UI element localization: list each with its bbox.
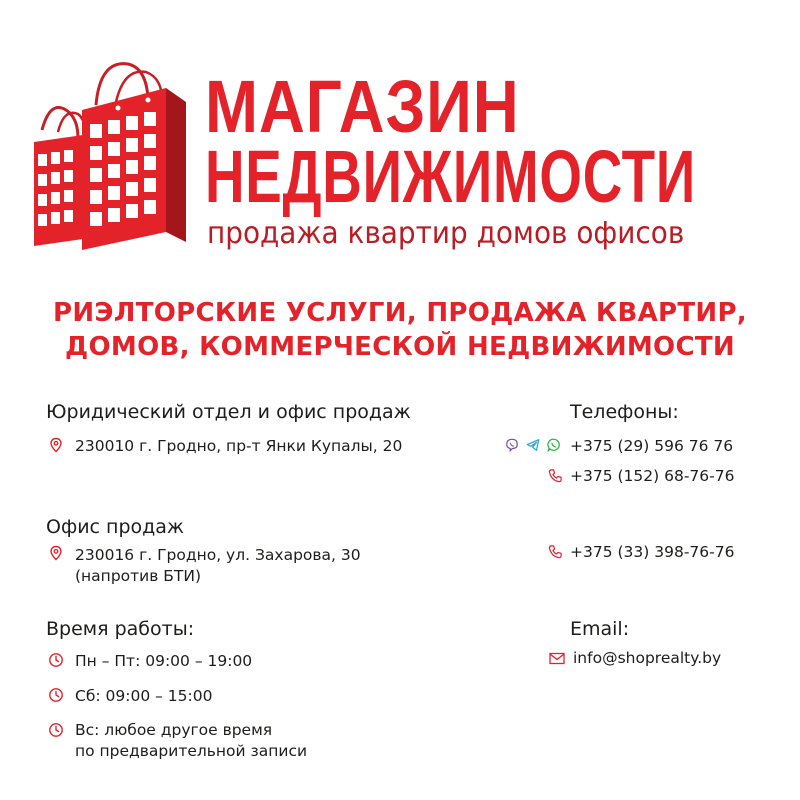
hours-heading: Время работы:	[46, 618, 195, 640]
map-pin-icon	[48, 437, 64, 453]
email-heading: Email:	[570, 618, 630, 640]
phones-heading: Телефоны:	[570, 401, 679, 423]
mail-icon	[549, 652, 565, 665]
sales-office-heading: Офис продаж	[46, 516, 185, 538]
phone-second-mobile[interactable]: +375 (33) 398-76-76	[570, 543, 735, 561]
clock-icon	[48, 722, 64, 738]
clock-icon	[48, 652, 64, 668]
phone-mobile[interactable]: +375 (29) 596 76 76	[570, 437, 734, 455]
shopping-bags-logo	[28, 50, 198, 250]
brand-name-line2: НЕДВИЖИМОСТИ	[205, 135, 696, 218]
sales-office-address-line2: (напротив БТИ)	[75, 567, 202, 585]
phone-icon	[548, 468, 563, 483]
email-address-link[interactable]: info@shoprealty.by	[573, 649, 722, 667]
whatsapp-icon[interactable]	[547, 438, 561, 452]
sales-office-address-line1: 230016 г. Гродно, ул. Захарова, 30	[75, 546, 361, 564]
hours-sunday-line1: Вс: любое другое время	[75, 721, 273, 739]
hours-sunday-line2: по предварительной записи	[75, 742, 308, 760]
viber-icon[interactable]	[505, 438, 519, 452]
brand-tagline: продажа квартир домов офисов	[207, 216, 685, 251]
clock-icon	[48, 687, 64, 703]
services-headline	[0, 296, 800, 364]
phone-landline[interactable]: +375 (152) 68-76-76	[570, 467, 735, 485]
legal-office-address: 230010 г. Гродно, пр-т Янки Купалы, 20	[75, 437, 403, 455]
headline-line2: ДОМОВ, КОММЕРЧЕСКОЙ НЕДВИЖИМОСТИ	[65, 332, 735, 362]
legal-office-heading: Юридический отдел и офис продаж	[46, 401, 411, 423]
map-pin-icon	[48, 545, 64, 561]
telegram-icon[interactable]	[526, 438, 540, 452]
headline-line1: РИЭЛТОРСКИЕ УСЛУГИ, ПРОДАЖА КВАРТИР,	[53, 298, 747, 328]
hours-weekdays: Пн – Пт: 09:00 – 19:00	[75, 652, 253, 670]
phone-icon	[548, 544, 563, 559]
brand-name-line1: МАГАЗИН	[205, 65, 520, 148]
hours-saturday: Сб: 09:00 – 15:00	[75, 687, 213, 705]
